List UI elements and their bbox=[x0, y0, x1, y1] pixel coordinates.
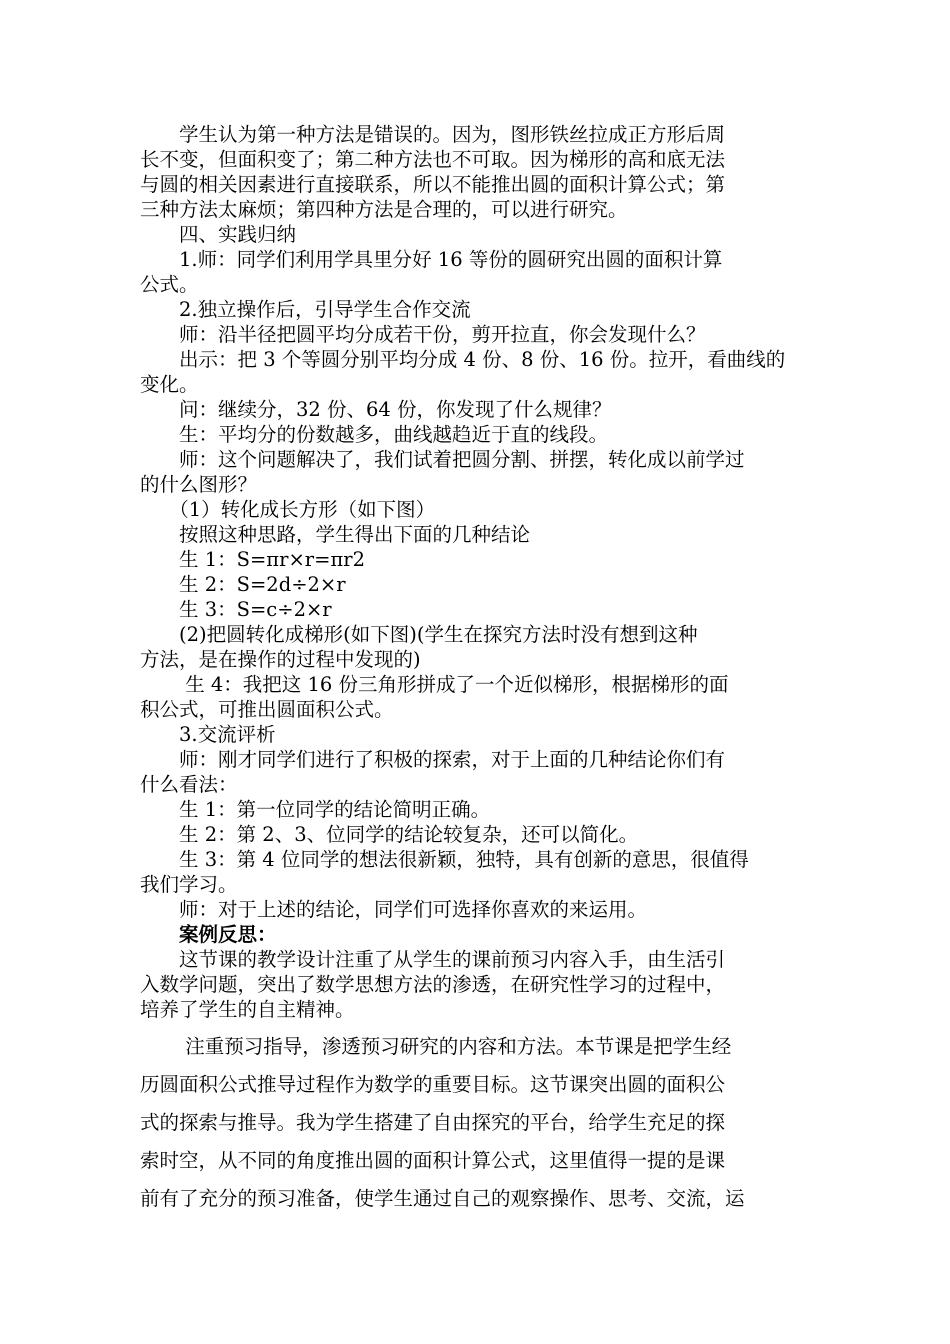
text-line: 积公式，可推出圆面积公式。 bbox=[140, 698, 394, 721]
section-heading: 四、实践归纳 bbox=[140, 223, 297, 246]
text-line: 培养了学生的自主精神。 bbox=[140, 998, 355, 1021]
text-line: 出示：把 3 个等圆分别平均分成 4 份、8 份、16 份。拉开，看曲线的 bbox=[140, 348, 786, 371]
text-line: 索时空，从不同的角度推出圆的面积计算公式，这里值得一提的是课 bbox=[140, 1149, 726, 1172]
text-line: 公式。 bbox=[140, 273, 199, 296]
text-line: 历圆面积公式推导过程作为数学的重要目标。这节课突出圆的面积公 bbox=[140, 1073, 726, 1096]
text-line: 前有了充分的预习准备，使学生通过自己的观察操作、思考、交流，运 bbox=[140, 1187, 745, 1210]
text-line: 生 3：第 4 位同学的想法很新颖，独特，具有创新的意思，很值得 bbox=[140, 848, 749, 871]
text-line: 式的探索与推导。我为学生搭建了自由探究的平台，给学生充足的探 bbox=[140, 1111, 726, 1134]
text-line: 1.师：同学们利用学具里分好 16 等份的圆研究出圆的面积计算 bbox=[140, 248, 723, 271]
text-line: (2)把圆转化成梯形(如下图)(学生在探究方法时没有想到这种 bbox=[140, 623, 698, 646]
text-line: 师：这个问题解决了，我们试着把圆分割、拼摆，转化成以前学过 bbox=[140, 448, 745, 471]
text-line: 问：继续分，32 份、64 份，你发现了什么规律？ bbox=[140, 398, 612, 421]
text-line: 的什么图形？ bbox=[140, 473, 258, 496]
text-line: 生 2：第 2、3、位同学的结论较复杂，还可以简化。 bbox=[140, 823, 639, 846]
text-line: 三种方法太麻烦；第四种方法是合理的，可以进行研究。 bbox=[140, 198, 628, 221]
text-line: 学生认为第一种方法是错误的。因为，图形铁丝拉成正方形后周 bbox=[140, 123, 726, 146]
text-line: 生 4：我把这 16 份三角形拼成了一个近似梯形，根据梯形的面 bbox=[140, 673, 729, 696]
text-line: 生 1：第一位同学的结论简明正确。 bbox=[140, 798, 491, 821]
reflection-heading: 案例反思： bbox=[140, 923, 277, 946]
text-line: 生 1：S=πr×r=πr2 bbox=[140, 548, 365, 571]
text-line: 师：沿半径把圆平均分成若干份，剪开拉直，你会发现什么？ bbox=[140, 323, 706, 346]
text-line: 入数学问题，突出了数学思想方法的渗透，在研究性学习的过程中， bbox=[140, 973, 726, 996]
text-line: 师：对于上述的结论，同学们可选择你喜欢的来运用。 bbox=[140, 898, 648, 921]
text-line: 方法，是在操作的过程中发现的) bbox=[140, 648, 421, 671]
text-line: 长不变，但面积变了；第二种方法也不可取。因为梯形的高和底无法 bbox=[140, 148, 726, 171]
text-line: 3.交流评析 bbox=[140, 723, 276, 746]
text-line: 与圆的相关因素进行直接联系，所以不能推出圆的面积计算公式；第 bbox=[140, 173, 726, 196]
text-line: 生 2：S=2d÷2×r bbox=[140, 573, 346, 596]
text-line: 生：平均分的份数越多，曲线越趋近于直的线段。 bbox=[140, 423, 609, 446]
text-line: 什么看法： bbox=[140, 773, 238, 796]
text-line: 2.独立操作后，引导学生合作交流 bbox=[140, 298, 471, 321]
text-line bbox=[140, 1224, 820, 1250]
text-line: 注重预习指导，渗透预习研究的内容和方法。本节课是把学生经 bbox=[140, 1035, 732, 1058]
text-line: 变化。 bbox=[140, 373, 199, 396]
text-line: 这节课的教学设计注重了从学生的课前预习内容入手，由生活引 bbox=[140, 948, 726, 971]
text-line: 生 3：S=c÷2×r bbox=[140, 598, 332, 621]
text-line: 按照这种思路，学生得出下面的几种结论 bbox=[140, 523, 531, 546]
text-line: 师：刚才同学们进行了积极的探索，对于上面的几种结论你们有 bbox=[140, 748, 726, 771]
text-line: （1）转化成长方形（如下图） bbox=[140, 498, 436, 521]
text-line: 我们学习。 bbox=[140, 873, 238, 896]
